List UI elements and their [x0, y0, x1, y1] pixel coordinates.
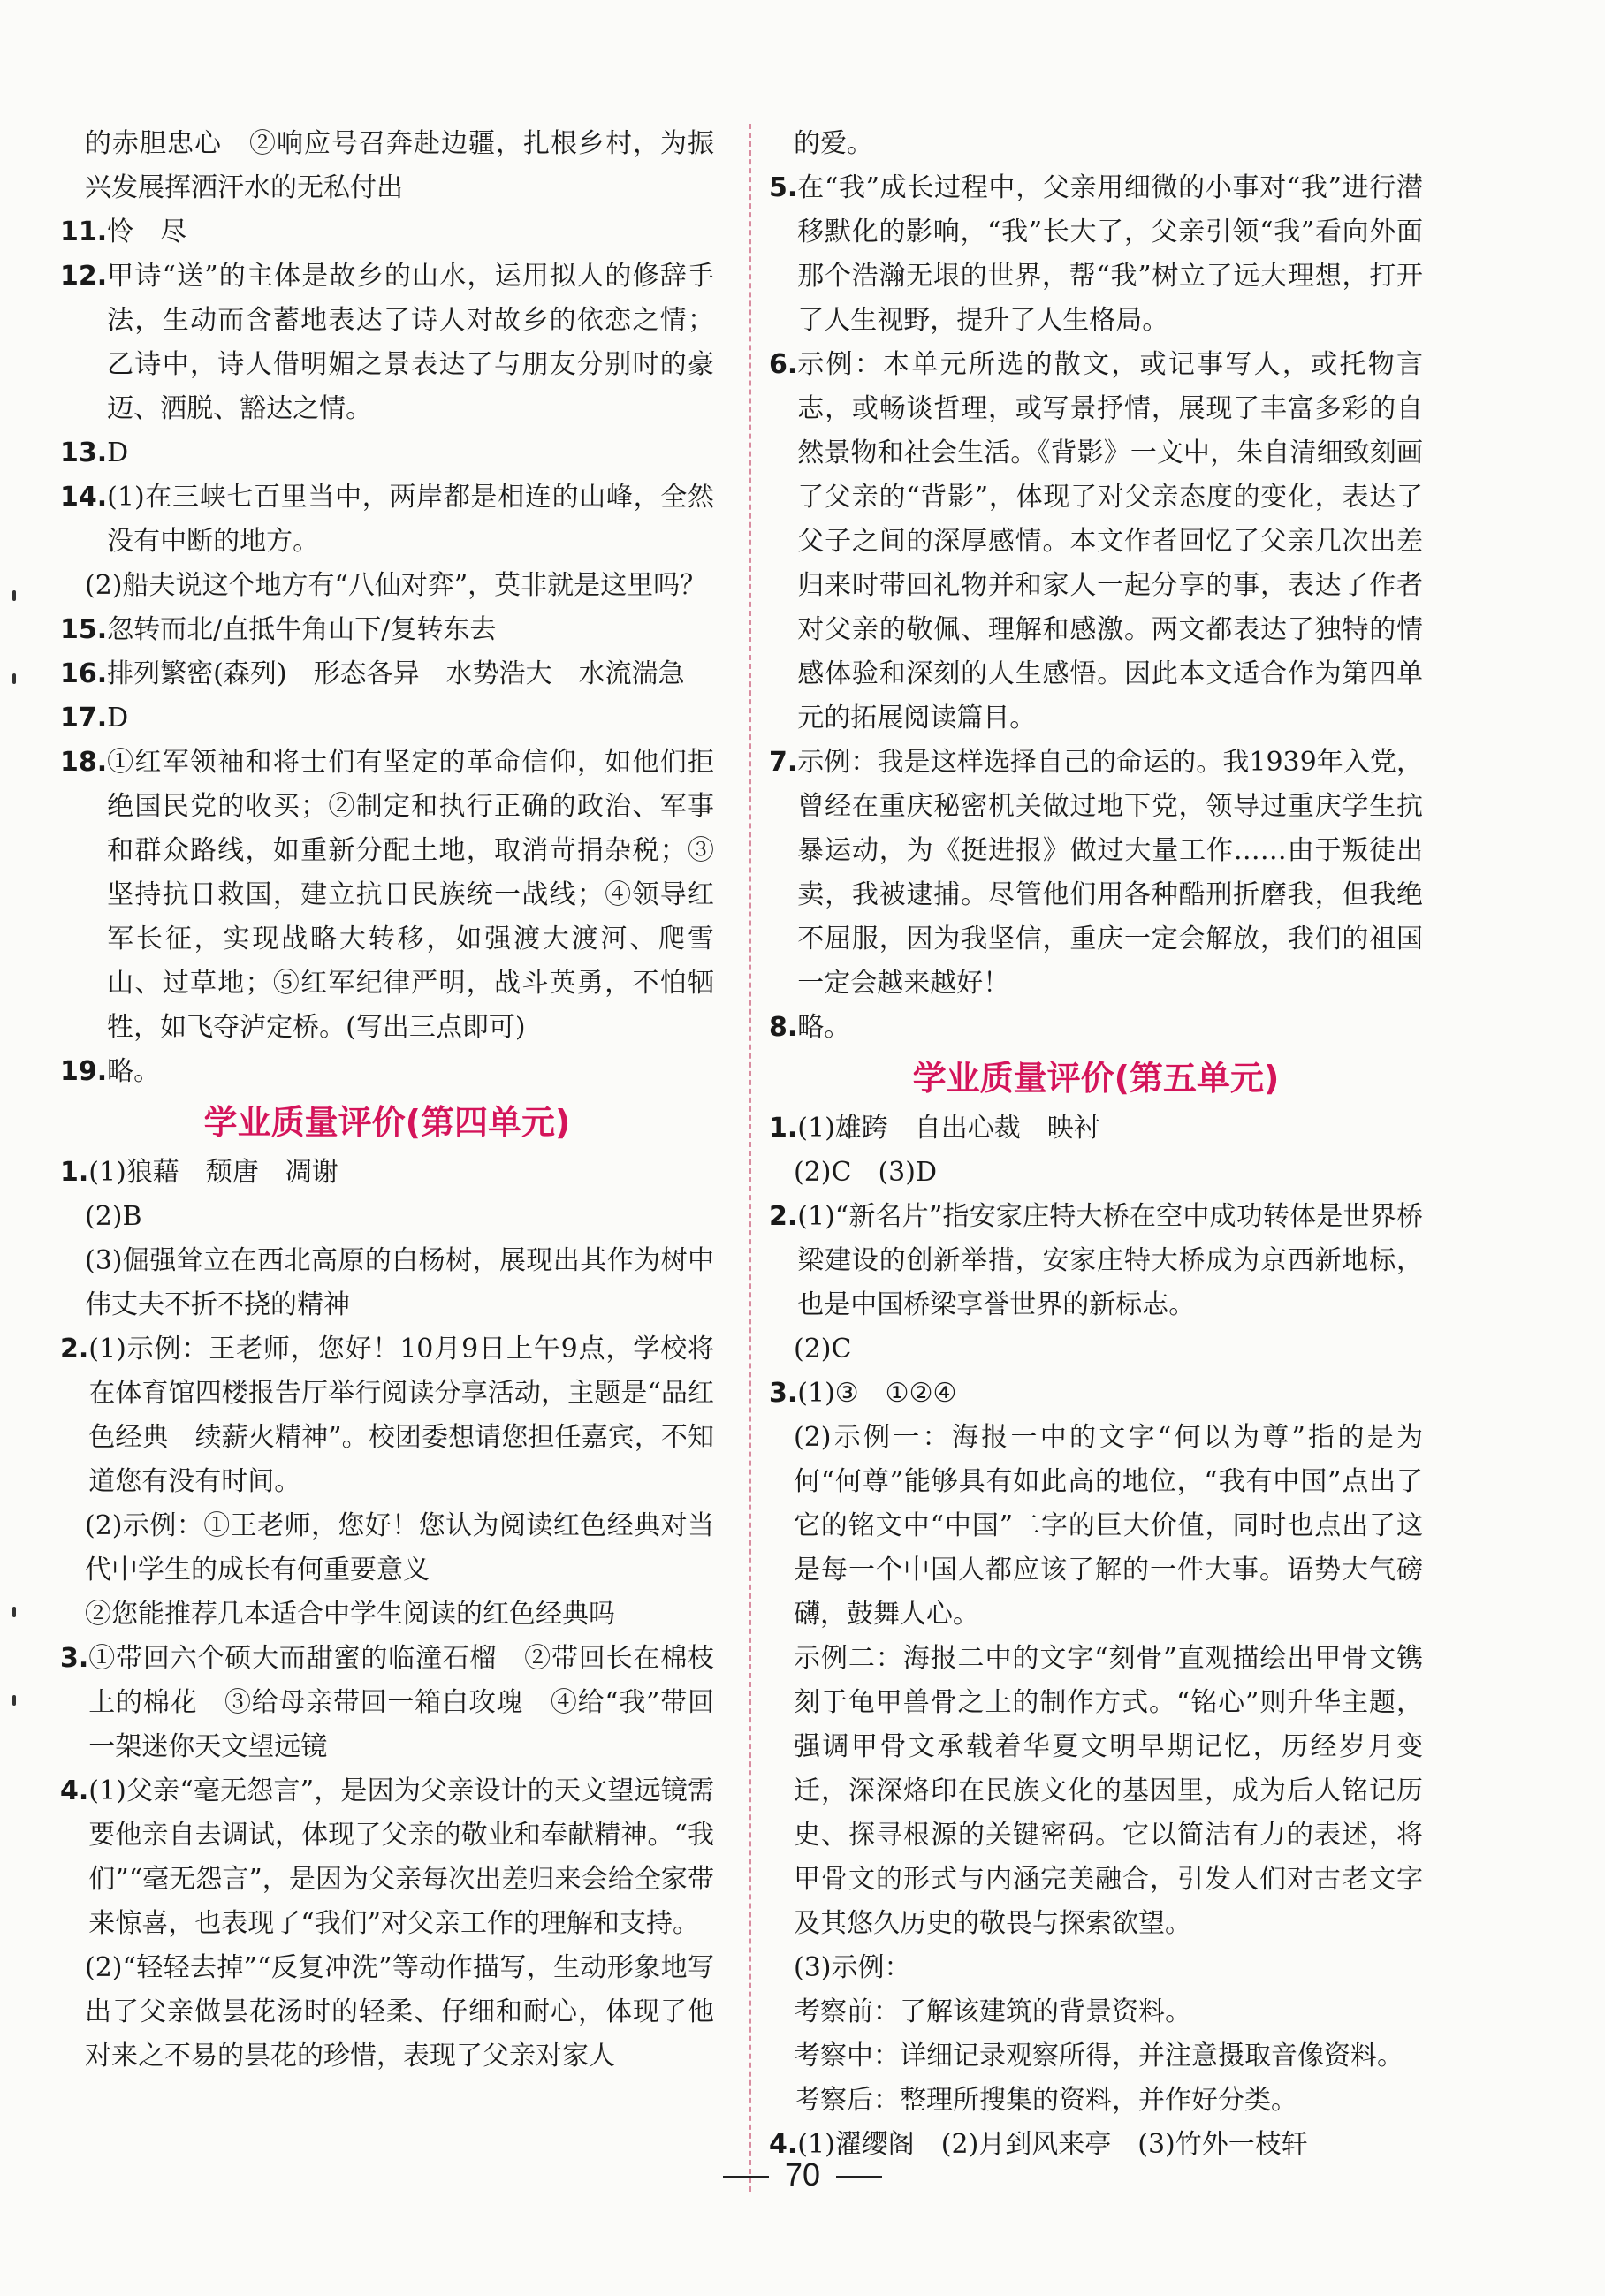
- unit5-answer-2-sub: (2)C: [794, 1334, 852, 1365]
- unit4-answer-7: [769, 741, 1423, 1006]
- answer-12: [60, 255, 714, 431]
- right-column: [769, 122, 1423, 2167]
- answer-11: [60, 210, 714, 255]
- unit4-answer-4-sub: (2)“轻轻去掉”“反复冲洗”等动作描写，生动形象地写出了父亲做昙花汤时的轻柔、仔细和耐心，体现了他对来之不易的昙花的珍惜，表现了父亲对家人: [85, 1952, 714, 2072]
- answer-text: (1)狼藉 颓唐 凋谢: [88, 1157, 338, 1188]
- unit5-answer-3-sub: (3)示例：: [794, 1952, 911, 1983]
- continued-text: 的赤胆忠心 ②响应号召奔赴边疆，扎根乡村，为振兴发展挥洒汗水的无私付出: [85, 128, 714, 203]
- answer-text: 排列繁密(森列) 形态各异 水势浩大 水流湍急: [107, 658, 685, 689]
- unit5-answer-3-sub: 考察后：整理所搜集的资料，并作好分类。: [794, 2085, 1297, 2116]
- unit5-answer-3-sub: (2)示例一：海报一中的文字“何以为尊”指的是为何“何尊”能够具有如此高的地位，“我有中国”点出了它的铭文中“中国”二字的巨大价值，同时也点出了这是每一个中国人都应该了解的一件大事。语势大气磅礴，鼓舞人心。: [794, 1422, 1423, 1630]
- unit4-answer-1-sub: (3)倔强耸立在西北高原的白杨树，展现出其作为树中伟丈夫不折不挠的精神: [85, 1245, 714, 1320]
- answer-number: 17.: [60, 703, 108, 734]
- answer-number: 2.: [60, 1334, 89, 1365]
- page-number-value: 70: [784, 2156, 821, 2193]
- page-number: [0, 2156, 1605, 2193]
- answer-text: 忽转而北/直抵牛角山下/复转东去: [107, 614, 497, 645]
- unit4-answer-2-sub: (2)示例：①王老师，您好！您认为阅读红色经典对当代中学生的成长有何重要意义: [85, 1510, 714, 1585]
- answer-text: 略。: [797, 1012, 851, 1043]
- unit5-answer-1: [769, 1106, 1423, 1151]
- answer-text: 示例：我是这样选择自己的命运的。我1939年入党，曾经在重庆秘密机关做过地下党，领导过重庆学生抗暴运动，为《挺进报》做过大量工作……由于叛徒出卖，我被逮捕。尽管他们用各种酷刑折磨我，但我绝不屈服，因为我坚信，重庆一定会解放，我们的祖国一定会越来越好！: [797, 747, 1423, 999]
- unit4-answer-2: [60, 1327, 714, 1504]
- answer-14: [60, 475, 714, 564]
- unit4-answer-5: [769, 166, 1423, 343]
- answer-text: D: [107, 437, 129, 468]
- answer-14-sub: (2)船夫说这个地方有“八仙对弈”，莫非就是这里吗？: [85, 570, 707, 601]
- answer-text: (1)雄跨 自出心裁 映衬: [797, 1113, 1100, 1144]
- unit5-answer-3-sub: 考察前：了解该建筑的背景资料。: [794, 1996, 1191, 2027]
- answer-15: [60, 608, 714, 652]
- unit4-answer-3: [60, 1637, 714, 1769]
- section-heading-unit4: 学业质量评价(第四单元): [203, 1103, 571, 1142]
- unit4-answer-1: [60, 1151, 714, 1195]
- answer-text: 在“我”成长过程中，父亲用细微的小事对“我”进行潜移默化的影响，“我”长大了，父亲引领“我”看向外面那个浩瀚无垠的世界，帮“我”树立了远大理想，打开了人生视野，提升了人生格局。: [797, 172, 1423, 336]
- unit4-answer-2-sub: ②您能推荐几本适合中学生阅读的红色经典吗: [85, 1599, 615, 1630]
- answer-number: 4.: [60, 1775, 89, 1806]
- answer-number: 2.: [769, 1201, 798, 1232]
- unit5-answer-3-sub: 示例二：海报二中的文字“刻骨”直观描绘出甲骨文镌刻于龟甲兽骨之上的制作方式。“铭心”则升华主题，强调甲骨文承载着华夏文明早期记忆，历经岁月变迁，深深烙印在民族文化的基因里，成为后人铭记历史、探寻根源的关键密码。它以简洁有力的表述，将甲骨文的形式与内涵完美融合，引发人们对古老文字及其悠久历史的敬畏与探索欲望。: [794, 1643, 1423, 1939]
- unit4-answer-1-sub: (2)B: [85, 1201, 142, 1232]
- left-column: [60, 122, 714, 2079]
- answer-text: ①带回六个硕大而甜蜜的临潼石榴 ②带回长在棉枝上的棉花 ③给母亲带回一箱白玫瑰 ④给“我”带回一架迷你天文望远镜: [88, 1643, 714, 1762]
- answer-text: (1)示例：王老师，您好！10月9日上午9点，学校将在体育馆四楼报告厅举行阅读分享活动，主题是“品红色经典 续薪火精神”。校团委想请您担任嘉宾，不知道您有没有时间。: [88, 1334, 714, 1497]
- answer-text: 甲诗“送”的主体是故乡的山水，运用拟人的修辞手法，生动而含蓄地表达了诗人对故乡的依恋之情；乙诗中，诗人借明媚之景表达了与朋友分别时的豪迈、洒脱、豁达之情。: [107, 261, 714, 424]
- section-heading-unit5: 学业质量评价(第五单元): [912, 1059, 1280, 1098]
- unit5-answer-1-sub: (2)C (3)D: [794, 1157, 937, 1188]
- answer-text: 略。: [107, 1056, 161, 1087]
- unit5-answer-3: [769, 1372, 1423, 1416]
- answer-number: 14.: [60, 482, 108, 513]
- answer-number: 16.: [60, 658, 108, 689]
- answer-number: 3.: [769, 1378, 798, 1409]
- answer-number: 1.: [60, 1157, 89, 1188]
- answer-number: 8.: [769, 1012, 798, 1043]
- answer-number: 7.: [769, 747, 798, 778]
- answer-number: 15.: [60, 614, 108, 645]
- answer-number: 5.: [769, 172, 798, 203]
- answer-18: [60, 741, 714, 1050]
- answer-13: [60, 431, 714, 475]
- answer-number: 11.: [60, 217, 108, 247]
- answer-number: 13.: [60, 437, 108, 468]
- answer-16: [60, 652, 714, 696]
- answer-text: (1)在三峡七百里当中，两岸都是相连的山峰，全然没有中断的地方。: [107, 482, 714, 557]
- answer-number: 12.: [60, 261, 108, 292]
- answer-19: [60, 1050, 714, 1094]
- answer-text: 示例：本单元所选的散文，或记事写人，或托物言志，或畅谈哲理，或写景抒情，展现了丰富多彩的自然景物和社会生活。《背影》一文中，朱自清细致刻画了父亲的“背影”，体现了对父亲态度的变化，表达了父子之间的深厚感情。本文作者回忆了父亲几次出差归来时带回礼物并和家人一起分享的事，表达了作者对父亲的敬佩、理解和感激。两文都表达了独特的情感体验和深刻的人生感悟。因此本文适合作为第四单元的拓展阅读篇目。: [797, 349, 1423, 734]
- unit4-answer-4: [60, 1769, 714, 1946]
- answer-text: 怜 尽: [107, 217, 187, 247]
- continued-text: 的爱。: [794, 128, 873, 159]
- answer-number: 19.: [60, 1056, 108, 1087]
- answer-number: 18.: [60, 747, 108, 778]
- answer-17: [60, 696, 714, 741]
- unit4-answer-6: [769, 343, 1423, 741]
- answer-number: 1.: [769, 1113, 798, 1144]
- unit4-answer-8: [769, 1006, 1423, 1050]
- answer-text: (1)“新名片”指安家庄特大桥在空中成功转体是世界桥梁建设的创新举措，安家庄特大桥成为京西新地标，也是中国桥梁享誉世界的新标志。: [797, 1201, 1423, 1320]
- answer-text: (1)③ ①②④: [797, 1378, 957, 1409]
- unit5-answer-3-sub: 考察中：详细记录观察所得，并注意摄取音像资料。: [794, 2041, 1403, 2072]
- answer-number: 3.: [60, 1643, 89, 1674]
- answer-number: 6.: [769, 349, 798, 380]
- answer-text: (1)父亲“毫无怨言”，是因为父亲设计的天文望远镜需要他亲自去调试，体现了父亲的敬业和奉献精神。“我们”“毫无怨言”，是因为父亲每次出差归来会给全家带来惊喜，也表现了“我们”对父亲工作的理解和支持。: [88, 1775, 714, 1939]
- column-divider: [749, 124, 751, 2192]
- answer-text: D: [107, 703, 129, 734]
- answer-text: (1)濯缨阁 (2)月到风来亭 (3)竹外一枝轩: [797, 2129, 1308, 2160]
- answer-number: 4.: [769, 2129, 798, 2160]
- unit5-answer-2: [769, 1195, 1423, 1327]
- answer-text: ①红军领袖和将士们有坚定的革命信仰，如他们拒绝国民党的收买；②制定和执行正确的政治、军事和群众路线，如重新分配土地，取消苛捐杂税；③坚持抗日救国，建立抗日民族统一战线；④领导红军长征，实现战略大转移，如强渡大渡河、爬雪山、过草地；⑤红军纪律严明，战斗英勇，不怕牺牲，如飞夺泸定桥。(写出三点即可): [107, 747, 714, 1043]
